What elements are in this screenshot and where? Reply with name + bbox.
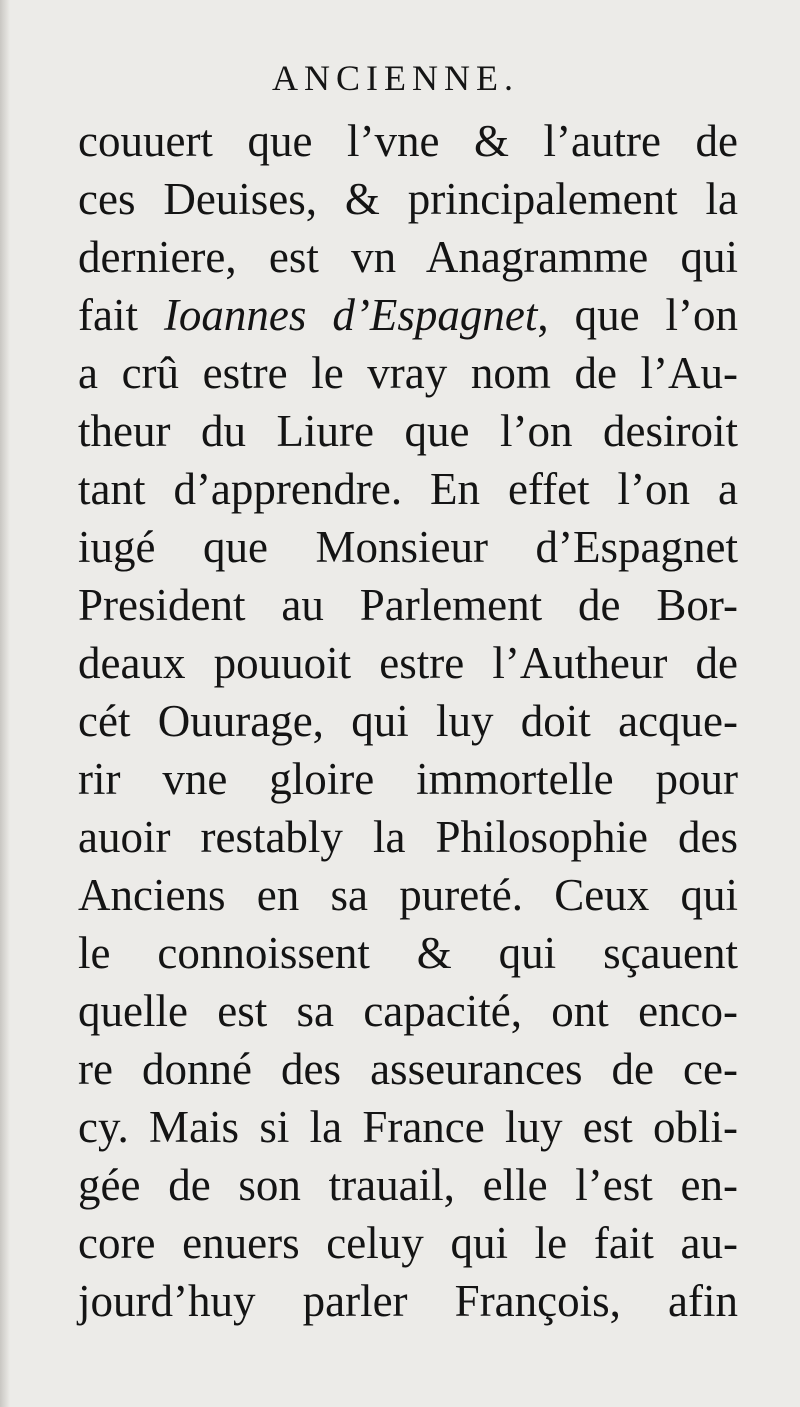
text-line-15: le connoissent & qui sçauent: [78, 928, 738, 978]
running-head: ANCIENNE.: [272, 58, 519, 98]
italic-name: Ioannes d’Espagnet: [163, 290, 538, 340]
text-line-9: President au Parlement de Bor-: [78, 580, 738, 630]
text-line-21: jourd’huy parler François, afin: [78, 1276, 738, 1326]
text-line-17: re donné des asseurances de ce-: [78, 1044, 738, 1094]
gutter-shadow: [0, 0, 10, 1407]
text-line-18: cy. Mais si la France luy est obli-: [78, 1102, 738, 1152]
text-line-19: gée de son trauail, elle l’est en-: [78, 1160, 738, 1210]
text-line-6: theur du Liure que l’on desiroit: [78, 406, 738, 456]
text-line-4-after: , que l’on: [537, 290, 738, 340]
text-line-4-before: fait: [78, 290, 164, 340]
text-line-14: Anciens en sa pureté. Ceux qui: [78, 870, 738, 920]
text-line-16: quelle est sa capacité, ont enco-: [78, 986, 738, 1036]
text-line-12: rir vne gloire immortelle pour: [78, 754, 738, 804]
text-line-8: iugé que Monsieur d’Espagnet: [78, 522, 738, 572]
text-line-13: auoir restably la Philosophie des: [78, 812, 738, 862]
text-line-2: ces Deuises, & principalement la: [78, 174, 738, 224]
text-line-3: derniere, est vn Anagramme qui: [78, 232, 738, 282]
text-line-5: a crû estre le vray nom de l’Au-: [78, 348, 738, 398]
body-text: [78, 112, 738, 1330]
text-line-4: [78, 286, 738, 344]
text-line-11: cét Ouurage, qui luy doit acque-: [78, 696, 738, 746]
text-line-10: deaux pouuoit estre l’Autheur de: [78, 638, 738, 688]
text-line-1: couuert que l’vne & l’autre de: [78, 116, 738, 166]
text-line-20: core enuers celuy qui le fait au-: [78, 1218, 738, 1268]
text-line-7: tant d’apprendre. En effet l’on a: [78, 464, 738, 514]
